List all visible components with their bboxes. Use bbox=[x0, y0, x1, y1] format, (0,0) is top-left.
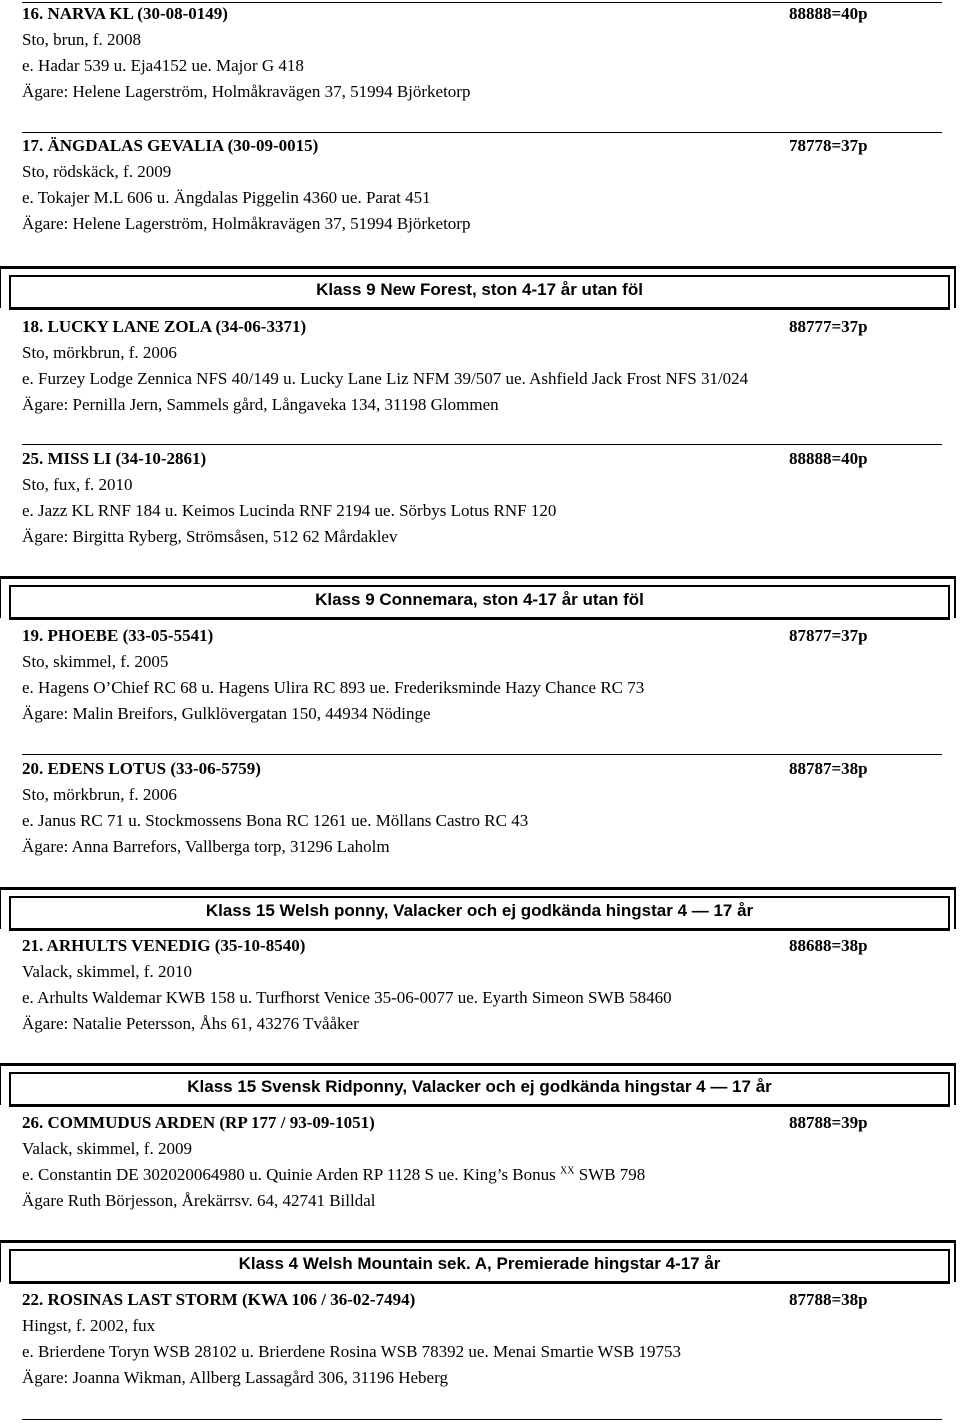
horse-entry bbox=[22, 1110, 942, 1214]
horse-entry bbox=[22, 756, 942, 860]
class-title: Klass 9 New Forest, ston 4-17 år utan föl bbox=[316, 280, 643, 299]
entry-score: 88777=37p bbox=[789, 317, 868, 336]
entry-owner: Ägare: Joanna Wikman, Allberg Lassagård 306, 31196 Heberg bbox=[22, 1368, 448, 1387]
entry-title: 19. PHOEBE (33-05-5541) bbox=[22, 626, 214, 645]
class-title: Klass 15 Svensk Ridponny, Valacker och ej godkända hingstar 4 — 17 år bbox=[187, 1077, 772, 1096]
entry-description: Sto, skimmel, f. 2005 bbox=[22, 652, 169, 671]
entry-owner: Ägare Ruth Börjesson, Årekärrsv. 64, 42741 Billdal bbox=[22, 1191, 376, 1210]
separator-line bbox=[22, 754, 942, 755]
separator-line bbox=[22, 1419, 942, 1420]
class-header bbox=[0, 1063, 956, 1105]
horse-entry bbox=[22, 133, 942, 237]
entry-pedigree-part: SWB 798 bbox=[574, 1165, 646, 1184]
entry-description: Sto, mörkbrun, f. 2006 bbox=[22, 343, 177, 362]
entry-title: 16. NARVA KL (30-08-0149) bbox=[22, 4, 228, 23]
entry-owner: Ägare: Anna Barrefors, Vallberga torp, 31296 Laholm bbox=[22, 837, 390, 856]
entry-pedigree: e. Jazz KL RNF 184 u. Keimos Lucinda RNF 2194 ue. Sörbys Lotus RNF 120 bbox=[22, 501, 557, 520]
entry-title: 21. ARHULTS VENEDIG (35-10-8540) bbox=[22, 936, 306, 955]
entry-pedigree: e. Janus RC 71 u. Stockmossens Bona RC 1261 ue. Möllans Castro RC 43 bbox=[22, 811, 529, 830]
entry-owner: Ägare: Natalie Petersson, Åhs 61, 43276 Tvååker bbox=[22, 1014, 359, 1033]
entry-title: 26. COMMUDUS ARDEN (RP 177 / 93-09-1051) bbox=[22, 1113, 375, 1132]
horse-entry bbox=[22, 1, 942, 105]
entry-pedigree: e. Hadar 539 u. Eja4152 ue. Major G 418 bbox=[22, 56, 304, 75]
entry-pedigree-superscript: XX bbox=[560, 1165, 575, 1177]
horse-entry bbox=[22, 446, 942, 550]
horse-entry bbox=[22, 314, 942, 418]
entry-score: 87788=38p bbox=[789, 1290, 868, 1309]
class-header bbox=[0, 1240, 956, 1282]
entry-description: Sto, rödskäck, f. 2009 bbox=[22, 162, 172, 181]
entry-score: 88788=39p bbox=[789, 1113, 868, 1132]
entry-pedigree-part: e. Constantin DE 302020064980 u. Quinie Arden RP 1128 S ue. King’s Bonus bbox=[22, 1165, 561, 1184]
entry-pedigree: e. Tokajer M.L 606 u. Ängdalas Piggelin 4360 ue. Parat 451 bbox=[22, 188, 431, 207]
separator-line bbox=[22, 444, 942, 445]
entry-owner: Ägare: Pernilla Jern, Sammels gård, Långaveka 134, 31198 Glommen bbox=[22, 395, 499, 414]
entry-score: 88688=38p bbox=[789, 936, 868, 955]
entry-description: Sto, fux, f. 2010 bbox=[22, 475, 133, 494]
entry-description: Valack, skimmel, f. 2010 bbox=[22, 962, 192, 981]
entry-owner: Ägare: Helene Lagerström, Holmåkravägen 37, 51994 Björketorp bbox=[22, 82, 471, 101]
entry-owner: Ägare: Malin Breifors, Gulklövergatan 150, 44934 Nödinge bbox=[22, 704, 431, 723]
class-title: Klass 4 Welsh Mountain sek. A, Premierade hingstar 4-17 år bbox=[238, 1254, 721, 1273]
class-title: Klass 9 Connemara, ston 4-17 år utan föl bbox=[315, 590, 644, 609]
entry-owner: Ägare: Helene Lagerström, Holmåkravägen 37, 51994 Björketorp bbox=[22, 214, 471, 233]
class-header bbox=[0, 887, 956, 929]
horse-entry bbox=[22, 623, 942, 727]
class-title: Klass 15 Welsh ponny, Valacker och ej godkända hingstar 4 — 17 år bbox=[205, 901, 754, 920]
horse-entry bbox=[22, 933, 942, 1037]
entry-pedigree: e. Arhults Waldemar KWB 158 u. Turfhorst Venice 35-06-0077 ue. Eyarth Simeon SWB 58460 bbox=[22, 988, 672, 1007]
entry-title: 17. ÄNGDALAS GEVALIA (30-09-0015) bbox=[22, 136, 319, 155]
entry-description: Sto, mörkbrun, f. 2006 bbox=[22, 785, 177, 804]
entry-score: 88888=40p bbox=[789, 449, 868, 468]
entry-pedigree: e. Hagens O’Chief RC 68 u. Hagens Ulira RC 893 ue. Frederiksminde Hazy Chance RC 73 bbox=[22, 678, 645, 697]
entry-owner: Ägare: Birgitta Ryberg, Strömsåsen, 512 62 Mårdaklev bbox=[22, 527, 398, 546]
entry-title: 25. MISS LI (34-10-2861) bbox=[22, 449, 207, 468]
entry-score: 87877=37p bbox=[789, 626, 868, 645]
entry-description: Hingst, f. 2002, fux bbox=[22, 1316, 156, 1335]
entry-score: 88888=40p bbox=[789, 4, 868, 23]
class-header bbox=[0, 576, 956, 618]
horse-entry bbox=[22, 1287, 942, 1391]
entry-score: 88787=38p bbox=[789, 759, 868, 778]
entry-description: Sto, brun, f. 2008 bbox=[22, 30, 141, 49]
entry-title: 20. EDENS LOTUS (33-06-5759) bbox=[22, 759, 261, 778]
entry-score: 78778=37p bbox=[789, 136, 868, 155]
entry-pedigree: e. Furzey Lodge Zennica NFS 40/149 u. Lucky Lane Liz NFM 39/507 ue. Ashfield Jack Frost NFS 31/024 bbox=[22, 369, 749, 388]
entry-pedigree bbox=[22, 1162, 942, 1188]
entry-title: 22. ROSINAS LAST STORM (KWA 106 / 36-02-7494) bbox=[22, 1290, 416, 1309]
entry-description: Valack, skimmel, f. 2009 bbox=[22, 1139, 192, 1158]
entry-title: 18. LUCKY LANE ZOLA (34-06-3371) bbox=[22, 317, 307, 336]
class-header bbox=[0, 266, 956, 308]
entry-pedigree: e. Brierdene Toryn WSB 28102 u. Brierdene Rosina WSB 78392 ue. Menai Smartie WSB 19753 bbox=[22, 1342, 682, 1361]
